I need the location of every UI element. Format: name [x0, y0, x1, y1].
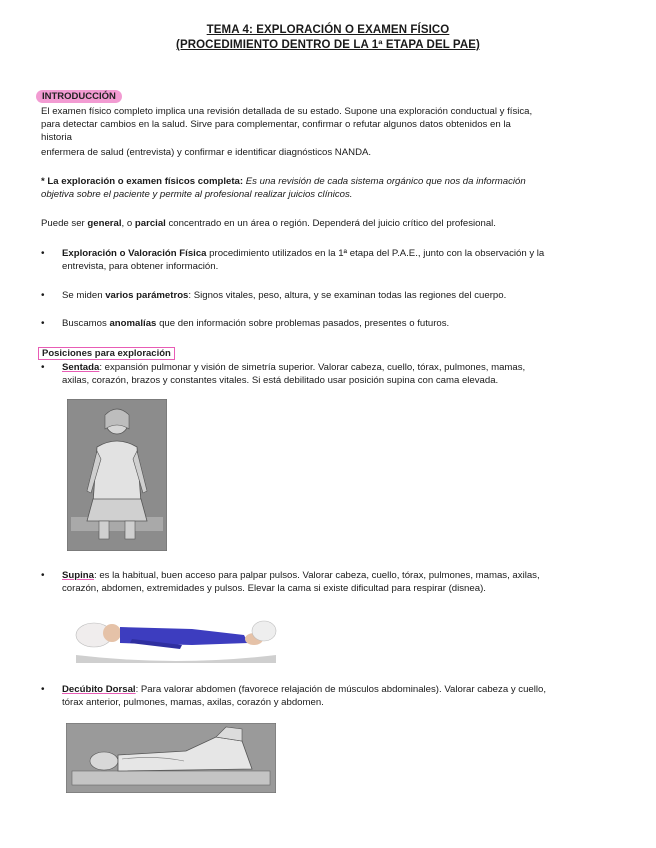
- dorsal-decubitus-image: [66, 723, 276, 793]
- bullet-item-3: [62, 318, 656, 331]
- definition-line-2: [41, 189, 653, 202]
- general-paragraph: [41, 218, 653, 231]
- position-sentada-text: : expansión pulmonar y visión de simetría superior. Valorar cabeza, cuello, tórax, pulmones, mamas,: [99, 362, 526, 373]
- parcial-bold: parcial: [134, 218, 166, 229]
- bullet-icon: •: [41, 570, 45, 581]
- general-pre: Puede ser: [41, 218, 88, 229]
- bullet-2-bold: varios parámetros: [105, 290, 189, 301]
- intro-line-1: El examen físico completo implica una revisión detallada de su estado. Supone una exploración conductual y física,: [41, 106, 533, 117]
- bullet-1-bold: Exploración o Valoración Física: [62, 248, 207, 259]
- positions-heading: Posiciones para exploración: [38, 347, 175, 360]
- title-line-1: TEMA 4: EXPLORACIÓN O EXAMEN FÍSICO: [206, 24, 450, 36]
- intro-line-2: para detectar cambios en la salud. Sirve para complementar, confirmar o refutar algunos datos obtenidos en la: [41, 119, 511, 130]
- general-mid: , o: [121, 218, 135, 229]
- bullet-item-1-line-2: entrevista, para obtener información.: [62, 261, 219, 272]
- position-decubito-line-1: [62, 684, 656, 697]
- general-post: concentrado en un área o región. Dependerá del juicio crítico del profesional.: [165, 218, 496, 229]
- position-supina-name: Supina: [62, 570, 94, 581]
- bullet-1-text: procedimiento utilizados en la 1ª etapa del P.A.E., junto con la observación y la: [206, 248, 545, 259]
- bullet-item-1-line-1: [62, 248, 656, 261]
- supine-position-image: [72, 609, 280, 667]
- bullet-2-pre: Se miden: [62, 290, 106, 301]
- bullet-icon: •: [41, 318, 45, 329]
- position-sentada-name: Sentada: [62, 362, 100, 373]
- definition-italic-2: objetiva sobre el paciente y permite al profesional realizar juicios clínicos.: [41, 189, 353, 200]
- general-bold: general: [87, 218, 122, 229]
- bullet-3-pre: Buscamos: [62, 318, 110, 329]
- bullet-2-text: : Signos vitales, peso, altura, y se examinan todas las regiones del cuerpo.: [188, 290, 507, 301]
- position-sentada-line-1: [62, 362, 656, 375]
- bullet-icon: •: [41, 362, 45, 373]
- definition-bold: * La exploración o examen físicos completa:: [41, 176, 244, 187]
- bullet-icon: •: [41, 248, 45, 259]
- intro-heading: INTRODUCCIÓN: [36, 90, 122, 103]
- position-supina-line-2: corazón, abdomen, extremidades y pulsos. Elevar la cama si existe dificultad para respirar (disnea).: [62, 583, 486, 594]
- position-sentada-line-2: axilas, corazón, brazos y constantes vitales. Si está debilitado usar posición supina con cama elevada.: [62, 375, 499, 386]
- position-decubito-name: Decúbito Dorsal: [62, 684, 136, 695]
- position-supina-text: : es la habitual, buen acceso para palpar pulsos. Valorar cabeza, cuello, tórax, pulmones, mamas, axilas,: [93, 570, 540, 581]
- sitting-position-image: [67, 399, 167, 551]
- bullet-3-text: que den información sobre problemas pasados, presentes o futuros.: [156, 318, 450, 329]
- position-decubito-text: : Para valorar abdomen (favorece relajación de músculos abdominales). Valorar cabeza y cuello,: [135, 684, 547, 695]
- bullet-icon: •: [41, 290, 45, 301]
- position-decubito-line-2: tórax anterior, pulmones, mamas, axilas, corazón y abdomen.: [62, 697, 324, 708]
- bullet-icon: •: [41, 684, 45, 695]
- intro-line-3: historia: [41, 132, 72, 143]
- definition-line-1: [41, 176, 653, 189]
- title-line-2: (PROCEDIMIENTO DENTRO DE LA 1ª ETAPA DEL PAE): [176, 39, 480, 51]
- position-supina-line-1: [62, 570, 656, 583]
- intro-line-4: enfermera de salud (entrevista) y confirmar e identificar diagnósticos NANDA.: [41, 147, 372, 158]
- definition-italic-1: Es una revisión de cada sistema orgánico que nos da información: [243, 176, 526, 187]
- bullet-3-bold: anomalías: [109, 318, 157, 329]
- bullet-item-2: [62, 290, 656, 303]
